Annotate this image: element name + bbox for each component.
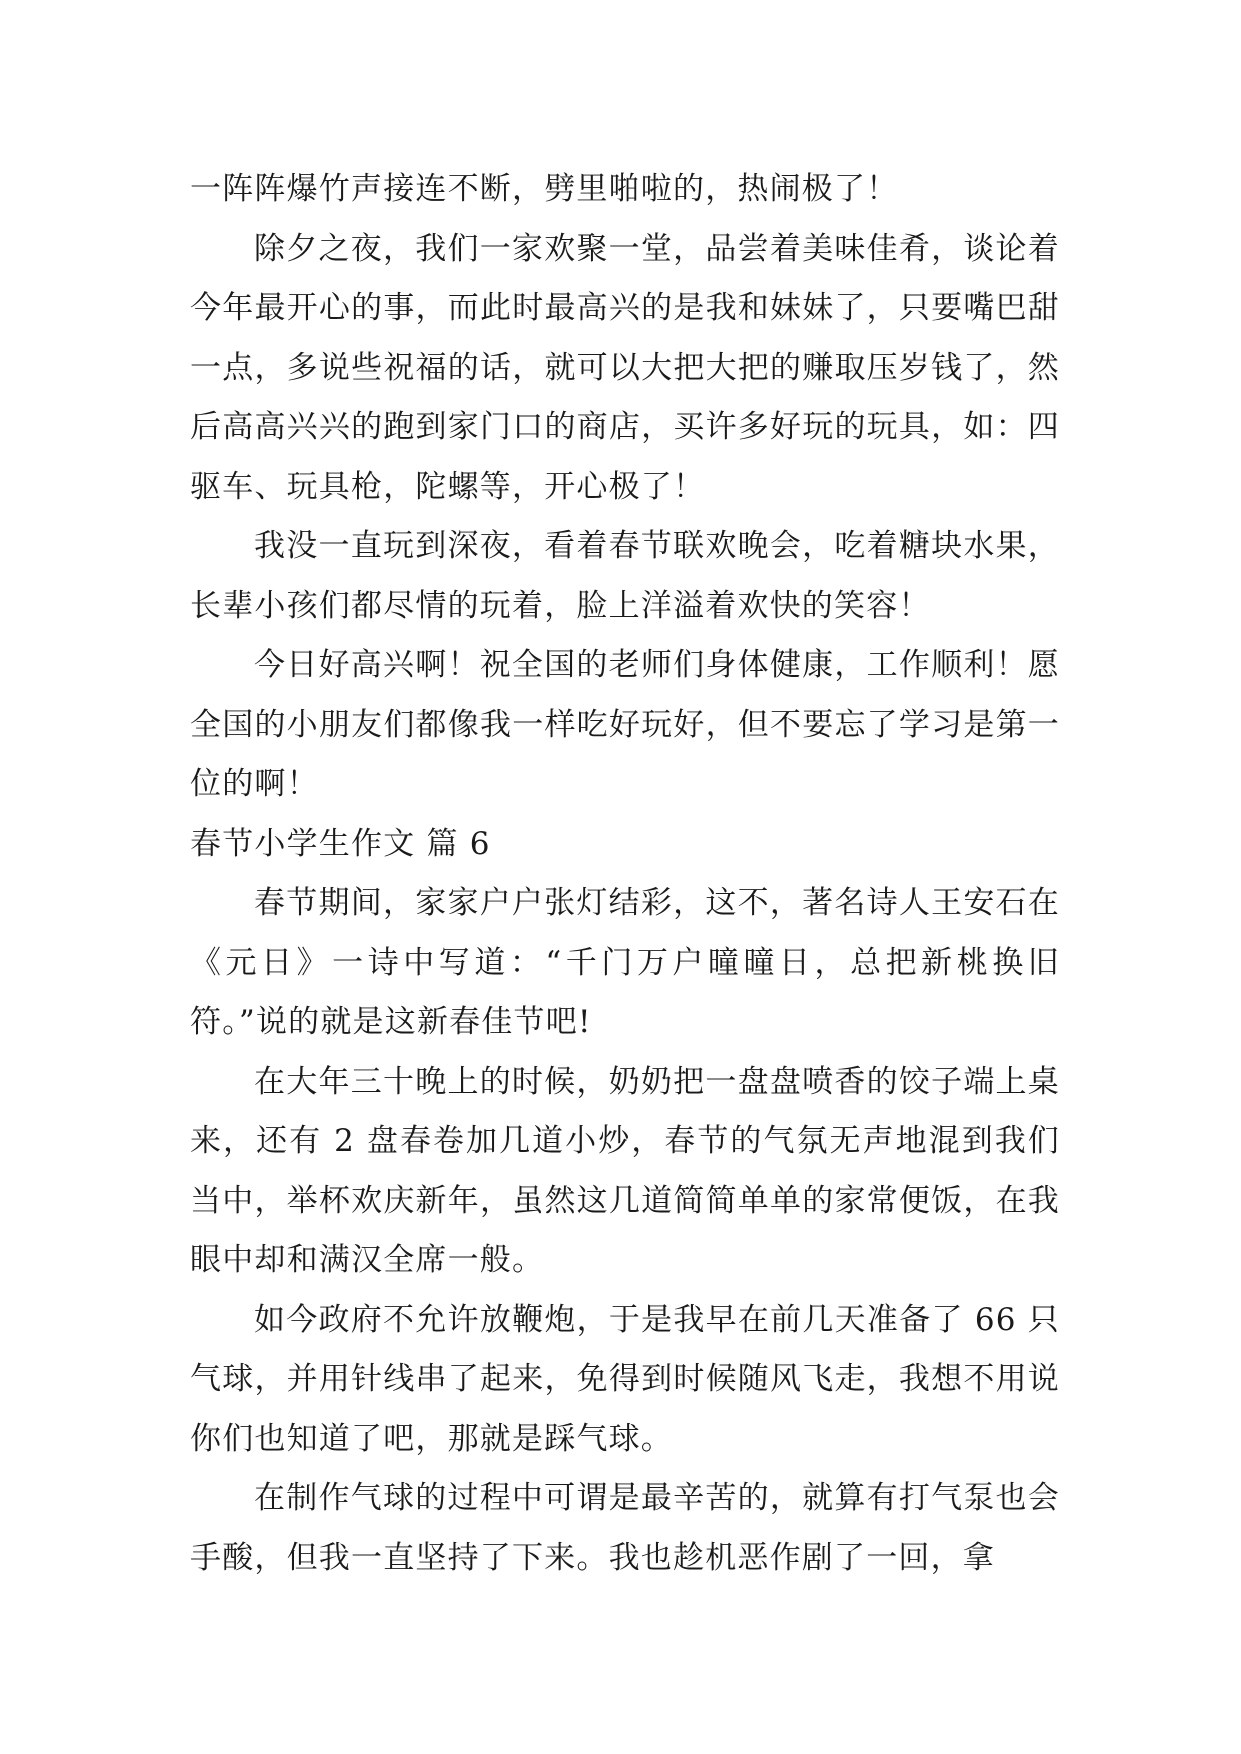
paragraph-1: 一阵阵爆竹声接连不断，劈里啪啦的，热闹极了！ bbox=[190, 171, 899, 207]
section-heading: 春节小学生作文 篇 6 bbox=[190, 825, 491, 862]
document-body bbox=[190, 160, 1060, 1588]
paragraph-2: 除夕之夜，我们一家欢聚一堂，品尝着美味佳肴，谈论着今年最开心的事，而此时最高兴的是我和妹妹了，只要嘴巴甜一点，多说些祝福的话，就可以大把大把的赚取压岁钱了，然后高高兴兴的跑到家门口的商店，买许多好玩的玩具，如：四驱车、玩具枪，陀螺等，开心极了！ bbox=[190, 230, 1060, 505]
paragraph-5: 春节期间，家家户户张灯结彩，这不，著名诗人王安石在《元日》一诗中写道：“千门万户曈曈日，总把新桃换旧符。”说的就是这新春佳节吧! bbox=[190, 885, 1060, 1040]
paragraph-3: 我没一直玩到深夜，看着春节联欢晚会，吃着糖块水果，长辈小孩们都尽情的玩着，脸上洋溢着欢快的笑容！ bbox=[190, 528, 1060, 624]
paragraph-7: 如今政府不允许放鞭炮，于是我早在前几天准备了 66 只气球，并用针线串了起来，免得到时候随风飞走，我想不用说你们也知道了吧，那就是踩气球。 bbox=[190, 1301, 1060, 1457]
paragraph-6: 在大年三十晚上的时候，奶奶把一盘盘喷香的饺子端上桌来，还有 2 盘春卷加几道小炒，春节的气氛无声地混到我们当中，举杯欢庆新年，虽然这几道简简单单的家常便饭，在我眼中却和满汉全席一般。 bbox=[190, 1063, 1060, 1278]
paragraph-4: 今日好高兴啊！祝全国的老师们身体健康，工作顺利！愿全国的小朋友们都像我一样吃好玩好，但不要忘了学习是第一位的啊！ bbox=[190, 647, 1060, 802]
paragraph-8: 在制作气球的过程中可谓是最辛苦的，就算有打气泵也会手酸，但我一直坚持了下来。我也趁机恶作剧了一回，拿 bbox=[190, 1480, 1060, 1576]
